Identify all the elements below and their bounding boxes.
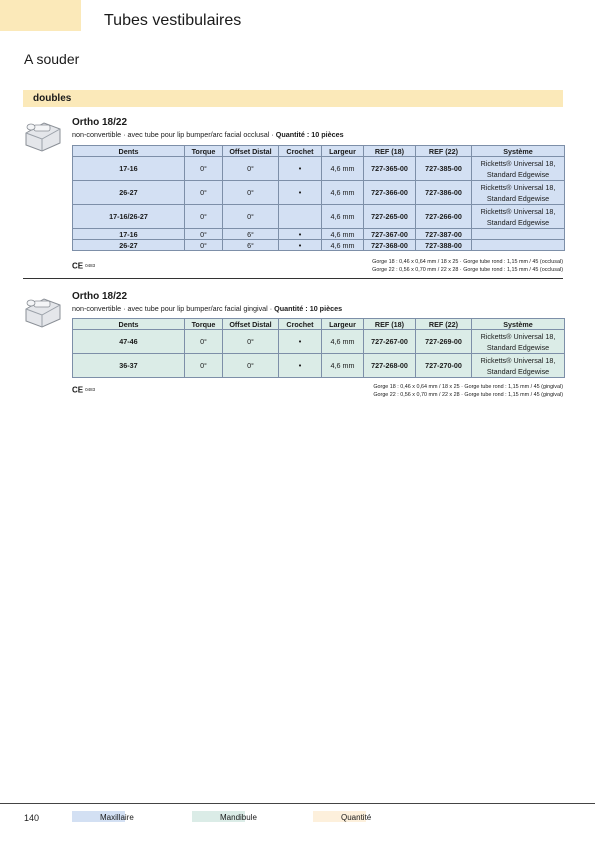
cell-ref22: 727-388-00 <box>416 240 472 251</box>
page-number: 140 <box>24 813 40 823</box>
cell-systeme <box>472 240 565 251</box>
cell-ref22: 727-386-00 <box>416 181 472 205</box>
spec-table <box>72 145 565 251</box>
cell-ref22: 727-270-00 <box>416 354 472 378</box>
subtitle-text: non-convertible · avec tube pour lip bumper/arc facial gingival · <box>72 304 275 313</box>
cell-torque: 0° <box>185 157 223 181</box>
cell-dents: 17-16 <box>73 157 185 181</box>
legend-label-quantite: Quantité <box>341 813 372 822</box>
section-divider <box>23 278 563 279</box>
legend-label-mandibule: Mandibule <box>220 813 257 822</box>
gorge-note: Gorge 18 : 0,46 x 0,64 mm / 18 x 25 · Gorge tube rond : 1,15 mm / 45 (gingival) <box>373 384 563 390</box>
system-line: Standard Edgewise <box>486 342 550 352</box>
gorge-note: Gorge 22 : 0,56 x 0,70 mm / 22 x 28 · Gorge tube rond : 1,15 mm / 45 (gingival) <box>373 392 563 398</box>
spec-table <box>72 318 565 378</box>
column-header: Système <box>472 146 565 157</box>
subtitle-text: non-convertible · avec tube pour lip bumper/arc facial occlusal · <box>72 130 276 139</box>
cell-dents: 36-37 <box>73 354 185 378</box>
quantity-text: Quantité : 10 pièces <box>275 130 344 139</box>
column-header: REF (18) <box>364 319 416 330</box>
table-row <box>73 181 565 205</box>
column-header: REF (22) <box>416 319 472 330</box>
cell-crochet: • <box>279 181 322 205</box>
cell-largeur: 4,6 mm <box>322 354 364 378</box>
table-row <box>73 330 565 354</box>
cell-torque: 0° <box>185 229 223 240</box>
table-row <box>73 205 565 229</box>
section-title: A souder <box>24 51 80 67</box>
cell-crochet: • <box>279 354 322 378</box>
chapter-tab <box>0 0 81 31</box>
column-header: Offset Distal <box>223 146 279 157</box>
gorge-note: Gorge 22 : 0,56 x 0,70 mm / 22 x 28 · Gorge tube rond : 1,15 mm / 45 (occlusal) <box>372 267 563 273</box>
cell-offset: 0° <box>223 354 279 378</box>
column-header: Dents <box>73 319 185 330</box>
system-line: Ricketts® Universal 18, <box>480 355 556 365</box>
cell-ref18: 727-365-00 <box>364 157 416 181</box>
system-line: Ricketts® Universal 18, <box>480 158 556 168</box>
product-title: Ortho 18/22 <box>72 117 128 128</box>
cell-ref18: 727-366-00 <box>364 181 416 205</box>
table-header-row <box>73 319 565 330</box>
buccal-tube-icon <box>20 293 66 331</box>
ce-mark <box>72 261 95 270</box>
cell-largeur: 4,6 mm <box>322 205 364 229</box>
cell-crochet <box>279 205 322 229</box>
gorge-notes <box>372 258 563 274</box>
column-header: Largeur <box>322 146 364 157</box>
cell-largeur: 4,6 mm <box>322 330 364 354</box>
cell-torque: 0° <box>185 354 223 378</box>
product-subtitle <box>72 130 344 139</box>
system-line: Standard Edgewise <box>486 193 550 203</box>
cell-torque: 0° <box>185 181 223 205</box>
ce-code: 0483 <box>85 387 96 393</box>
cell-ref22: 727-266-00 <box>416 205 472 229</box>
cell-ref18: 727-367-00 <box>364 229 416 240</box>
cell-dents: 17-16 <box>73 229 185 240</box>
cell-crochet: • <box>279 229 322 240</box>
column-header: Crochet <box>279 146 322 157</box>
cell-torque: 0° <box>185 240 223 251</box>
cell-systeme <box>472 157 565 181</box>
system-line: Ricketts® Universal 18, <box>480 331 556 341</box>
cell-offset: 6° <box>223 240 279 251</box>
cell-ref22: 727-269-00 <box>416 330 472 354</box>
cell-offset: 0° <box>223 157 279 181</box>
cell-dents: 47-46 <box>73 330 185 354</box>
cell-largeur: 4,6 mm <box>322 229 364 240</box>
table-row <box>73 229 565 240</box>
cell-systeme <box>472 229 565 240</box>
legend-label-maxillaire: Maxillaire <box>100 813 134 822</box>
product-subtitle <box>72 304 342 313</box>
ce-label: CE <box>72 261 84 271</box>
cell-largeur: 4,6 mm <box>322 240 364 251</box>
page-title: Tubes vestibulaires <box>104 12 242 29</box>
cell-dents: 26-27 <box>73 240 185 251</box>
system-line: Standard Edgewise <box>486 366 550 376</box>
ce-mark <box>72 385 95 394</box>
table-row <box>73 240 565 251</box>
column-header: REF (18) <box>364 146 416 157</box>
cell-systeme <box>472 354 565 378</box>
system-line: Ricketts® Universal 18, <box>480 206 556 216</box>
cell-ref18: 727-267-00 <box>364 330 416 354</box>
cell-ref22: 727-385-00 <box>416 157 472 181</box>
cell-ref22: 727-387-00 <box>416 229 472 240</box>
cell-offset: 0° <box>223 181 279 205</box>
cell-offset: 6° <box>223 229 279 240</box>
table-row <box>73 157 565 181</box>
cell-dents: 17-16/26-27 <box>73 205 185 229</box>
cell-crochet: • <box>279 330 322 354</box>
cell-crochet: • <box>279 157 322 181</box>
column-header: Offset Distal <box>223 319 279 330</box>
cell-offset: 0° <box>223 330 279 354</box>
column-header: Torque <box>185 146 223 157</box>
footer-divider <box>0 803 595 804</box>
gorge-note: Gorge 18 : 0,46 x 0,64 mm / 18 x 25 · Gorge tube rond : 1,15 mm / 45 (occlusal) <box>372 259 563 265</box>
cell-systeme <box>472 181 565 205</box>
cell-dents: 26-27 <box>73 181 185 205</box>
buccal-tube-icon <box>20 117 66 155</box>
category-band <box>23 90 563 107</box>
cell-ref18: 727-368-00 <box>364 240 416 251</box>
column-header: Largeur <box>322 319 364 330</box>
cell-torque: 0° <box>185 205 223 229</box>
cell-ref18: 727-268-00 <box>364 354 416 378</box>
system-line: Standard Edgewise <box>486 217 550 227</box>
gorge-notes <box>373 383 563 399</box>
table-header-row <box>73 146 565 157</box>
cell-largeur: 4,6 mm <box>322 181 364 205</box>
category-label: doubles <box>33 93 72 104</box>
quantity-text: Quantité : 10 pièces <box>274 304 343 313</box>
system-line: Standard Edgewise <box>486 169 550 179</box>
product-title: Ortho 18/22 <box>72 291 128 302</box>
table-row <box>73 354 565 378</box>
ce-label: CE <box>72 385 84 395</box>
cell-systeme <box>472 330 565 354</box>
cell-largeur: 4,6 mm <box>322 157 364 181</box>
cell-systeme <box>472 205 565 229</box>
system-line: Ricketts® Universal 18, <box>480 182 556 192</box>
cell-torque: 0° <box>185 330 223 354</box>
column-header: Torque <box>185 319 223 330</box>
cell-ref18: 727-265-00 <box>364 205 416 229</box>
column-header: Crochet <box>279 319 322 330</box>
column-header: REF (22) <box>416 146 472 157</box>
column-header: Dents <box>73 146 185 157</box>
ce-code: 0483 <box>85 263 96 269</box>
cell-crochet: • <box>279 240 322 251</box>
cell-offset: 0° <box>223 205 279 229</box>
column-header: Système <box>472 319 565 330</box>
